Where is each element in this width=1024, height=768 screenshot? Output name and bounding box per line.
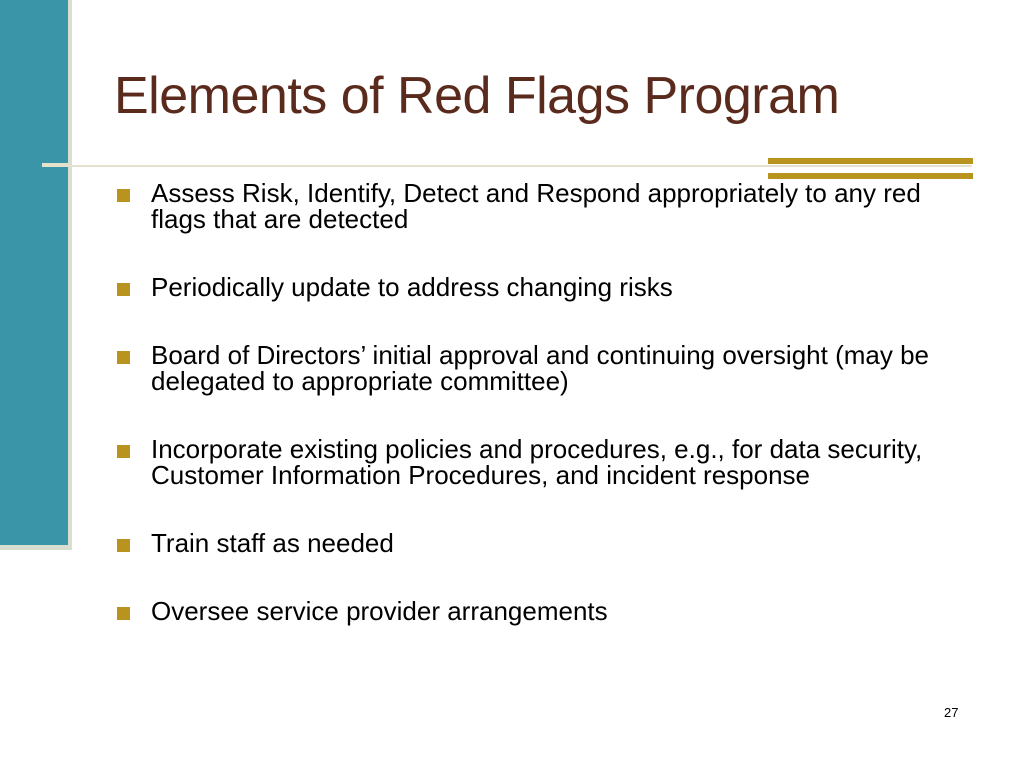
gold-accent-bar-top <box>768 158 973 164</box>
bullet-item <box>114 180 954 232</box>
page-number: 27 <box>944 705 959 720</box>
bullet-text: Assess Risk, Identify, Detect and Respond appropriately to any red flags that are detected <box>151 178 921 234</box>
square-bullet-icon <box>117 539 130 552</box>
square-bullet-icon <box>117 445 130 458</box>
bullet-item <box>114 274 954 300</box>
bullet-text: Incorporate existing policies and procedures, e.g., for data security, Customer Information Procedures, and incident response <box>151 434 923 490</box>
bullet-text: Periodically update to address changing risks <box>151 272 673 302</box>
title-divider <box>42 165 972 167</box>
bullet-item <box>114 436 954 488</box>
square-bullet-icon <box>117 189 130 202</box>
bullet-text: Train staff as needed <box>151 528 394 558</box>
bullet-text: Board of Directors’ initial approval and continuing oversight (may be delegated to appropriate committee) <box>151 340 929 396</box>
slide-title: Elements of Red Flags Program <box>114 67 840 125</box>
square-bullet-icon <box>117 607 130 620</box>
bullet-item <box>114 598 954 624</box>
bullet-item <box>114 342 954 394</box>
bullet-item <box>114 530 954 556</box>
square-bullet-icon <box>117 283 130 296</box>
bullet-list <box>114 180 954 666</box>
left-accent-bar <box>0 0 68 545</box>
bullet-text: Oversee service provider arrangements <box>151 596 608 626</box>
square-bullet-icon <box>117 351 130 364</box>
